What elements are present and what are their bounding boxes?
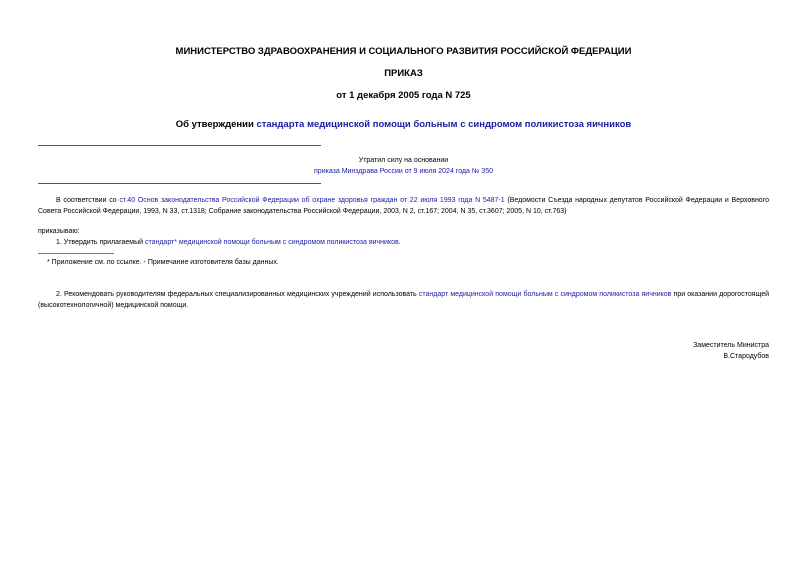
preamble-before: В соответствии со bbox=[56, 197, 120, 204]
order-word: приказываю: bbox=[38, 228, 80, 235]
signature-position: Заместитель Министра bbox=[693, 342, 769, 349]
repeal-status-text: Утратил силу на основании bbox=[358, 157, 449, 164]
divider-top bbox=[38, 145, 321, 146]
title-standard-link[interactable]: стандарта медицинской помощи больным с синдромом поликистоза яичников bbox=[256, 119, 632, 130]
signature-block bbox=[693, 341, 769, 362]
preamble-after: (Ведомости Съезда народных депутатов Российской Федерации и Верховного Совета Российской Федерации, 1993, N 33, ст.1318; Собрание законодательства Российской Федерации, 2003, N 2, ст.167; 2004, N 35, ст.3607; 2005, N 10, ст.763) bbox=[38, 197, 769, 215]
item-2 bbox=[38, 290, 769, 311]
preamble-paragraph bbox=[38, 196, 769, 217]
document-title bbox=[0, 119, 807, 130]
signature-name: В.Стародубов bbox=[723, 352, 769, 360]
date-number-heading: от 1 декабря 2005 года N 725 bbox=[336, 90, 471, 101]
item-2-standard-link[interactable]: стандарт медицинской помощи больным с синдромом поликистоза яичников bbox=[418, 291, 672, 298]
repeal-order-link[interactable]: приказа Минздрава России от 9 июля 2024 года № 350 bbox=[314, 167, 493, 175]
doc-type-heading: ПРИКАЗ bbox=[384, 68, 423, 79]
title-prefix: Об утверждении bbox=[175, 119, 257, 130]
repeal-status bbox=[300, 156, 507, 177]
item-1-standard-link[interactable]: стандарт* медицинской помощи больным с синдромом поликистоза яичников bbox=[144, 239, 399, 246]
item-2-before: 2. Рекомендовать руководителям федеральных специализированных медицинских учреждений использовать bbox=[56, 291, 419, 298]
item-1 bbox=[56, 238, 401, 249]
divider-bottom bbox=[38, 183, 321, 184]
footnote: * Приложение см. по ссылке. - Примечание изготовителя базы данных. bbox=[47, 259, 279, 266]
item-1-before: 1. Утвердить прилагаемый bbox=[56, 239, 145, 246]
footnote-divider bbox=[38, 253, 114, 254]
ministry-heading: МИНИСТЕРСТВО ЗДРАВООХРАНЕНИЯ И СОЦИАЛЬНОГО РАЗВИТИЯ РОССИЙСКОЙ ФЕДЕРАЦИИ bbox=[175, 46, 632, 57]
preamble-law-link[interactable]: ст.40 Основ законодательства Российской Федерации об охране здоровья граждан от 22 июля 1993 года N 5487-1 bbox=[119, 197, 505, 204]
item-1-after: . bbox=[398, 239, 401, 246]
item-2-after: при оказании дорогостоящей (высокотехнологичной) медицинской помощи. bbox=[38, 291, 769, 309]
